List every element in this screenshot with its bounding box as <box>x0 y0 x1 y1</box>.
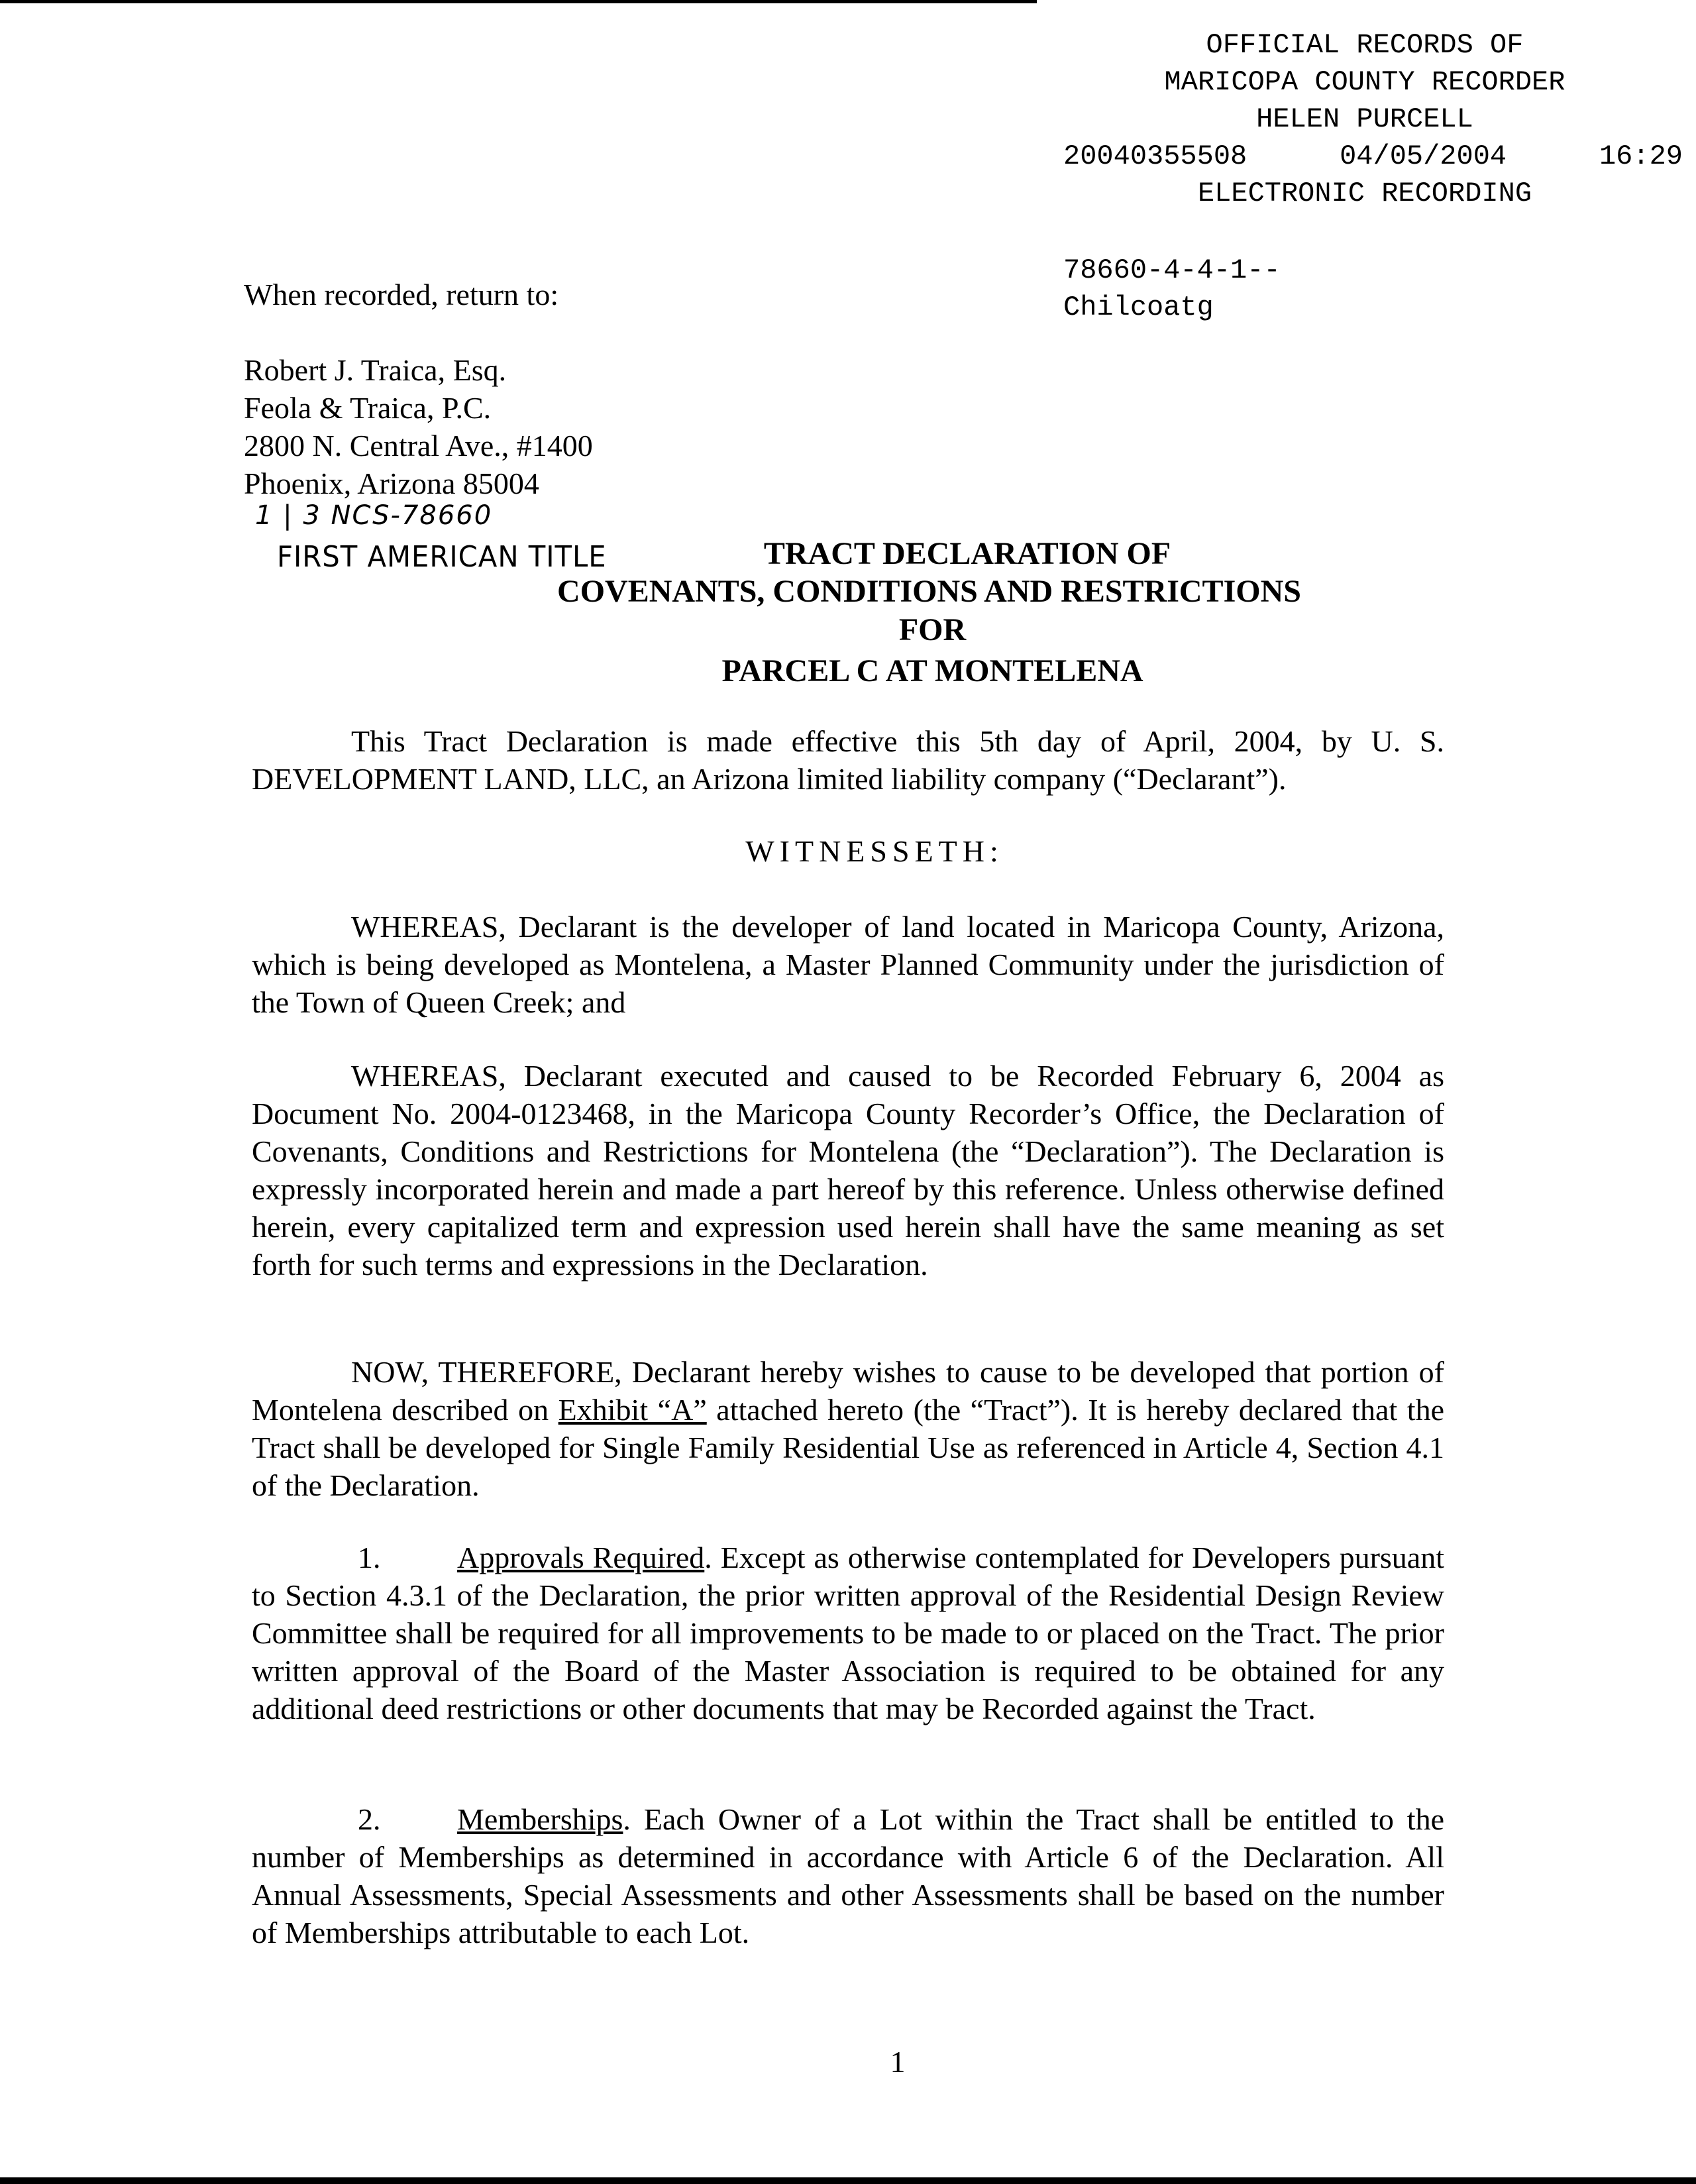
recording-time: 16:29 <box>1599 140 1683 172</box>
recording-number: 20040355508 <box>1063 140 1247 172</box>
stamp-recording-info <box>1063 138 1683 175</box>
return-city: Phoenix, Arizona 85004 <box>244 466 539 500</box>
top-scan-edge <box>0 0 1037 3</box>
stamp-line-2: MARICOPA COUNTY RECORDER <box>1164 66 1565 98</box>
section-2-number: 2. <box>358 1802 381 1836</box>
title-company-stamp: FIRST AMERICAN TITLE <box>277 540 607 574</box>
whereas-paragraph-2 <box>252 1057 1444 1283</box>
document-title-line-4: PARCEL C AT MONTELENA <box>721 653 1143 688</box>
section-1-heading: Approvals Required <box>457 1541 705 1574</box>
stamp-line-5: ELECTRONIC RECORDING <box>1197 178 1532 209</box>
whereas-2-text: WHEREAS, Declarant executed and caused to be Recorded February 6, 2004 as Document No. 2004-0123468, in the Maricopa County Recorder’s Office, the Declaration of Covenants, Conditions and Restrictions for Montelena (the “Declaration”). The Declaration is expressly incorporated herein and made a part hereof by this reference. Unless otherwise defined herein, every capitalized term and expression used herein shall have the same meaning as set forth for such terms and expressions in the Declaration. <box>252 1059 1444 1282</box>
return-to-label: When recorded, return to: <box>244 278 559 311</box>
return-name: Robert J. Traica, Esq. <box>244 353 507 387</box>
now-therefore-paragraph <box>252 1353 1444 1504</box>
intro-text: This Tract Declaration is made effective this 5th day of April, 2004, by U. S. DEVELOPMENT LAND, LLC, an Arizona limited liability company (“Declarant”). <box>252 724 1444 796</box>
return-street: 2800 N. Central Ave., #1400 <box>244 429 593 463</box>
stamp-line-3: HELEN PURCELL <box>1256 103 1473 135</box>
recording-stamp <box>1047 27 1683 212</box>
section-1-paragraph <box>252 1539 1444 1727</box>
now-therefore-text-2: attached hereto (the “Tract”). It is hereby declared that the Tract shall be developed for Single Family Residential Use as referenced in Article 4, Section 4.1 of the Declaration. <box>252 1393 1444 1502</box>
whereas-paragraph-1 <box>252 908 1444 1021</box>
document-reference <box>1063 252 1281 326</box>
bottom-scan-edge <box>0 2177 1696 2184</box>
document-title-line-2: COVENANTS, CONDITIONS AND RESTRICTIONS <box>557 574 1301 609</box>
now-therefore-text-1: NOW, THEREFORE, Declarant hereby wishes to cause to be developed that portion of Montelena described on <box>252 1355 1444 1427</box>
page-number: 1 <box>890 2045 906 2079</box>
doc-ref-number: 78660-4-4-1-- <box>1063 254 1281 286</box>
handwritten-note: 1 | 3 NCS-78660 <box>255 500 493 531</box>
section-2-heading: Memberships <box>457 1802 623 1836</box>
whereas-1-text: WHEREAS, Declarant is the developer of land located in Maricopa County, Arizona, which is being developed as Montelena, a Master Planned Community under the jurisdiction of the Town of Queen Creek; and <box>252 910 1444 1019</box>
stamp-line-1: OFFICIAL RECORDS OF <box>1206 29 1524 61</box>
return-address-block <box>244 351 593 502</box>
recording-date: 04/05/2004 <box>1340 140 1507 172</box>
document-title-line-3: FOR <box>898 612 967 647</box>
intro-paragraph <box>252 722 1444 798</box>
doc-ref-name: Chilcoatg <box>1063 292 1214 323</box>
return-firm: Feola & Traica, P.C. <box>244 391 492 425</box>
section-1-text: . Except as otherwise contemplated for Developers pursuant to Section 4.3.1 of the Declaration, the prior written approval of the Residential Design Review Committee shall be required for all improvements to be made to or placed on the Tract. The prior written approval of the Board of the Master Association is required to be obtained for any additional deed restrictions or other documents that may be Recorded against the Tract. <box>252 1541 1444 1725</box>
section-2-text: . Each Owner of a Lot within the Tract shall be entitled to the number of Memberships as determined in accordance with Article 6 of the Declaration. All Annual Assessments, Special Assessments and other Assessments shall be based on the number of Memberships attributable to each Lot. <box>252 1802 1444 1949</box>
document-title-line-1: TRACT DECLARATION OF <box>763 536 1171 571</box>
exhibit-a-reference: Exhibit “A” <box>558 1393 707 1427</box>
witnesseth-heading: WITNESSETH: <box>745 834 1004 868</box>
section-1-number: 1. <box>358 1541 381 1574</box>
section-2-paragraph <box>252 1800 1444 1951</box>
